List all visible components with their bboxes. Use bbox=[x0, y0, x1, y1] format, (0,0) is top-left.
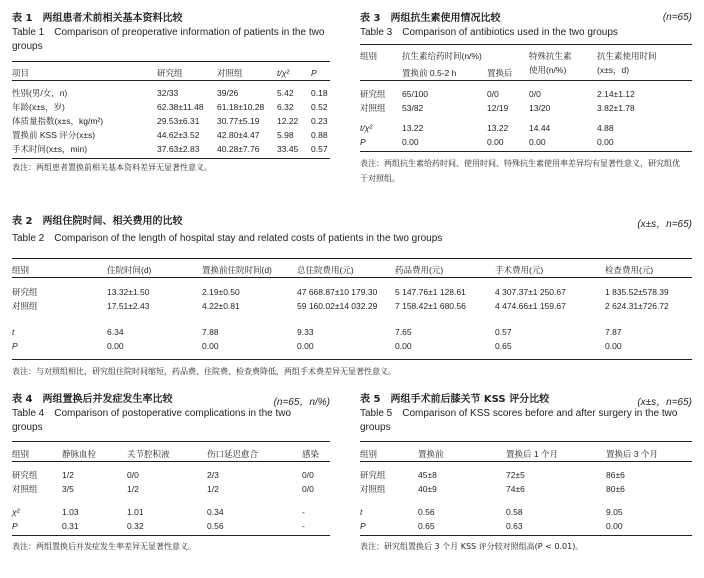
table-3-header-cell: 置换前 0.5-2 h bbox=[402, 68, 457, 78]
table-cell: 2 624.31±726.72 bbox=[605, 301, 669, 311]
table-cell: 0.34 bbox=[207, 507, 224, 517]
table-cell: 45±8 bbox=[418, 470, 437, 480]
table-2-caption: 表 2 两组住院时间、相关费用的比较 bbox=[12, 216, 183, 227]
table-1-english-caption: Table 1 Comparison of preoperative information of patients in the two groups bbox=[12, 27, 325, 52]
table-5 bbox=[360, 393, 692, 553]
table-cell: 0.00 bbox=[606, 521, 623, 531]
table-cell: 0.57 bbox=[495, 327, 512, 337]
table-cell: 0.63 bbox=[506, 521, 523, 531]
table-cell: 0.00 bbox=[395, 341, 412, 351]
table-cell: 5 147.76±1 128.61 bbox=[395, 287, 466, 297]
table-cell: 6.32 bbox=[277, 102, 294, 112]
table-3-subheader-row bbox=[360, 63, 692, 81]
table-cell: 7 158.42±1 680.56 bbox=[395, 301, 466, 311]
table-4-header-cell: 关节腔积液 bbox=[127, 449, 170, 459]
table-cell: 0.23 bbox=[311, 116, 328, 126]
table-cell: 对照组 bbox=[360, 484, 386, 494]
table-cell: 12/19 bbox=[487, 103, 509, 113]
table-cell: 0.58 bbox=[506, 507, 523, 517]
table-row bbox=[12, 81, 330, 101]
table-1 bbox=[12, 12, 330, 174]
table-row bbox=[360, 505, 692, 519]
table-1-caption: 表 1 两组患者术前相关基本资料比较 bbox=[12, 13, 183, 24]
table-cell: 0.00 bbox=[202, 341, 219, 351]
table-2-english-caption: Table 2 Comparison of the length of hospital stay and related costs of patients in the two groups bbox=[12, 233, 443, 244]
table-1-note: 表注：两组患者置换前相关基本资料差异无显著性意义。 bbox=[12, 163, 212, 172]
table-cell: 4.22±0.81 bbox=[202, 301, 240, 311]
table-row bbox=[360, 101, 692, 115]
table-2-header-cell: 手术费用(元) bbox=[495, 265, 544, 275]
table-1-header-cell: 项目 bbox=[12, 68, 30, 78]
table-cell: 7.88 bbox=[202, 327, 219, 337]
table-cell: 13.32±1.50 bbox=[107, 287, 150, 297]
table-cell: 0.65 bbox=[495, 341, 512, 351]
table-cell: t/χ² bbox=[360, 123, 373, 133]
table-cell: 5.98 bbox=[277, 130, 294, 140]
table-cell: 17.51±2.43 bbox=[107, 301, 150, 311]
table-cell: 74±6 bbox=[506, 484, 525, 494]
table-5-header-row bbox=[360, 442, 692, 462]
table-2-header-cell: 检查费用(元) bbox=[605, 265, 654, 275]
table-cell: 47 668.87±10 179.30 bbox=[297, 287, 378, 297]
table-row bbox=[12, 299, 692, 313]
table-cell: 0.57 bbox=[311, 144, 328, 154]
table-cell: 13.22 bbox=[402, 123, 424, 133]
table-cell: 0.00 bbox=[487, 137, 504, 147]
table-row bbox=[360, 135, 692, 152]
table-4-header-cell: 感染 bbox=[302, 449, 320, 459]
table-row bbox=[360, 482, 692, 496]
table-1-grid bbox=[12, 61, 330, 159]
table-cell: 33.45 bbox=[277, 144, 299, 154]
table-cell: 研究组 bbox=[360, 89, 386, 99]
table-cell: 4 307.37±1 250.67 bbox=[495, 287, 566, 297]
table-2 bbox=[12, 215, 692, 378]
table-cell: 53/82 bbox=[402, 103, 424, 113]
table-cell: 研究组 bbox=[360, 470, 386, 480]
table-4 bbox=[12, 393, 330, 553]
table-cell: 置换前 KSS 评分(x±s) bbox=[12, 130, 96, 140]
table-4-note: 表注：两组置换后并发症发生率差异无显著性意义。 bbox=[12, 542, 196, 551]
table-cell: P bbox=[12, 521, 18, 531]
table-3-caption: 表 3 两组抗生素使用情况比较 bbox=[360, 13, 501, 24]
table-row bbox=[360, 462, 692, 483]
table-cell: 0.00 bbox=[605, 341, 622, 351]
table-1-header-cell: P bbox=[311, 68, 317, 78]
table-cell: 62.38±11.48 bbox=[157, 102, 204, 112]
table-row bbox=[12, 278, 692, 300]
table-3 bbox=[360, 12, 692, 186]
table-cell: 0.00 bbox=[107, 341, 124, 351]
table-row bbox=[12, 339, 692, 360]
table-cell: 1/2 bbox=[62, 470, 74, 480]
table-cell: 性别(男/女，n) bbox=[12, 88, 68, 98]
table-5-header-cell: 置换后 3 个月 bbox=[606, 449, 658, 459]
table-cell: 42.80±4.47 bbox=[217, 130, 260, 140]
table-cell: 对照组 bbox=[360, 103, 386, 113]
table-cell: 0.32 bbox=[127, 521, 144, 531]
table-2-header-cell: 置换前住院时间(d) bbox=[202, 265, 272, 275]
table-row bbox=[12, 462, 330, 483]
table-cell: t bbox=[12, 327, 15, 337]
table-cell: 0.00 bbox=[402, 137, 419, 147]
table-cell: 44.62±3.52 bbox=[157, 130, 200, 140]
table-1-header-cell: t/χ² bbox=[277, 68, 290, 78]
table-3-header-cell bbox=[360, 63, 402, 81]
table-2-header-cell: 组别 bbox=[12, 265, 30, 275]
table-cell: - bbox=[302, 521, 305, 531]
table-cell: 2/3 bbox=[207, 470, 219, 480]
table-5-header-cell: 置换前 bbox=[418, 449, 444, 459]
table-cell: - bbox=[302, 507, 305, 517]
table-row bbox=[12, 114, 330, 128]
table-cell: P bbox=[360, 137, 366, 147]
table-1-header-cell: 研究组 bbox=[157, 68, 183, 78]
table-cell: χ² bbox=[12, 507, 20, 517]
table-cell: 0.56 bbox=[418, 507, 435, 517]
table-5-sample-size: (x±s，n=65) bbox=[637, 397, 692, 408]
table-row bbox=[12, 519, 330, 536]
table-4-header-row bbox=[12, 442, 330, 462]
table-row bbox=[360, 81, 692, 102]
table-cell: 0.56 bbox=[207, 521, 224, 531]
table-3-header-cell: (x±s，d) bbox=[597, 65, 630, 75]
table-cell: 4.88 bbox=[597, 123, 614, 133]
table-cell: 0.31 bbox=[62, 521, 79, 531]
table-4-header-cell: 静脉血栓 bbox=[62, 449, 97, 459]
table-cell: 研究组 bbox=[12, 287, 38, 297]
table-cell: 3.82±1.78 bbox=[597, 103, 635, 113]
table-3-header-cell: 抗生素给药时间(n/%) bbox=[402, 51, 482, 61]
table-cell: 0/0 bbox=[487, 89, 499, 99]
table-cell: 0/0 bbox=[302, 470, 314, 480]
table-3-header-cell: 抗生素使用时间 bbox=[597, 51, 657, 61]
table-row bbox=[12, 505, 330, 519]
table-3-note: 表注：两组抗生素给药时间、使用时间、特殊抗生素使用率差异均有显著性意义，研究组优于对照组。 bbox=[360, 159, 680, 183]
table-cell: 65/100 bbox=[402, 89, 428, 99]
table-4-header-cell: 伤口延迟愈合 bbox=[207, 449, 259, 459]
table-2-header-row bbox=[12, 259, 692, 278]
table-cell: 1/2 bbox=[207, 484, 219, 494]
table-row bbox=[360, 519, 692, 536]
table-4-sample-size: (n=65，n/%) bbox=[273, 397, 330, 408]
table-1-header-row bbox=[12, 62, 330, 81]
table-cell: 29.53±6.31 bbox=[157, 116, 200, 126]
table-cell: 0.65 bbox=[418, 521, 435, 531]
table-4-header-cell: 组别 bbox=[12, 449, 30, 459]
table-cell: 研究组 bbox=[12, 470, 38, 480]
table-cell: 4 474.66±1 159.67 bbox=[495, 301, 566, 311]
table-cell: 对照组 bbox=[12, 484, 38, 494]
table-cell: 30.77±5.19 bbox=[217, 116, 260, 126]
table-cell: P bbox=[360, 521, 366, 531]
table-5-english-caption: Table 5 Comparison of KSS scores before and after surgery in the two groups bbox=[360, 408, 678, 433]
table-5-note: 表注：研究组置换后 3 个月 KSS 评分较对照组高(P < 0.01)。 bbox=[360, 542, 584, 551]
table-cell: 32/33 bbox=[157, 88, 179, 98]
table-cell: 0/0 bbox=[127, 470, 139, 480]
table-cell: 0/0 bbox=[302, 484, 314, 494]
table-row bbox=[360, 121, 692, 135]
table-cell: 0.00 bbox=[597, 137, 614, 147]
table-3-sample-size: (n=65) bbox=[662, 12, 692, 23]
table-2-note: 表注：与对照组相比，研究组住院时间缩短，药品费、住院费、检查费降低，两组手术费差异无显著性意义。 bbox=[12, 367, 396, 376]
table-cell: 37.63±2.83 bbox=[157, 144, 200, 154]
table-cell: 0.00 bbox=[529, 137, 546, 147]
table-cell: 12.22 bbox=[277, 116, 299, 126]
table-cell: 体质量指数(x±s，kg/m²) bbox=[12, 116, 104, 126]
table-3-header-cell: 特殊抗生素 bbox=[529, 51, 572, 61]
table-cell: 0.52 bbox=[311, 102, 328, 112]
table-cell: 9.33 bbox=[297, 327, 314, 337]
table-3-header-cell: 使用(n/%) bbox=[529, 65, 567, 75]
table-cell: 对照组 bbox=[12, 301, 38, 311]
table-cell: 1/2 bbox=[127, 484, 139, 494]
table-cell: 59 160.02±14 032.29 bbox=[297, 301, 378, 311]
table-cell: 1 835.52±578.39 bbox=[605, 287, 669, 297]
table-2-sample-size: (x±s，n=65) bbox=[637, 219, 692, 230]
table-row bbox=[12, 100, 330, 114]
table-row bbox=[12, 128, 330, 142]
table-cell: 1.03 bbox=[62, 507, 79, 517]
table-row bbox=[12, 142, 330, 159]
table-5-caption: 表 5 两组手术前后膝关节 KSS 评分比较 bbox=[360, 394, 550, 405]
table-cell: 0.00 bbox=[297, 341, 314, 351]
table-cell: 1.01 bbox=[127, 507, 144, 517]
table-5-grid bbox=[360, 441, 692, 536]
table-cell: 年龄(x±s，岁) bbox=[12, 102, 65, 112]
table-2-header-cell: 住院时间(d) bbox=[107, 265, 152, 275]
table-2-header-cell: 总住院费用(元) bbox=[297, 265, 354, 275]
table-cell: 61.18±10.28 bbox=[217, 102, 265, 112]
table-cell: 40.28±7.76 bbox=[217, 144, 260, 154]
table-cell: 40±9 bbox=[418, 484, 437, 494]
table-3-english-caption: Table 3 Comparison of antibiotics used in the two groups bbox=[360, 27, 618, 38]
table-cell: 39/26 bbox=[217, 88, 239, 98]
table-4-grid bbox=[12, 441, 330, 536]
table-3-header-cell: 组别 bbox=[360, 51, 378, 61]
table-3-grid bbox=[360, 44, 692, 152]
table-cell: t bbox=[360, 507, 363, 517]
table-cell: 0.88 bbox=[311, 130, 328, 140]
table-cell: 6.34 bbox=[107, 327, 124, 337]
table-3-header-row bbox=[360, 45, 692, 64]
table-cell: 86±6 bbox=[606, 470, 625, 480]
table-cell: 0/0 bbox=[529, 89, 541, 99]
table-5-header-cell: 组别 bbox=[360, 449, 378, 459]
table-cell: 13.22 bbox=[487, 123, 509, 133]
table-cell: 7.65 bbox=[395, 327, 412, 337]
table-cell: 3/5 bbox=[62, 484, 74, 494]
table-1-header-cell: 对照组 bbox=[217, 68, 243, 78]
table-3-header-cell: 置换后 bbox=[487, 68, 513, 78]
table-cell: 7.87 bbox=[605, 327, 622, 337]
table-4-english-caption: Table 4 Comparison of postoperative complications in the two groups bbox=[12, 408, 292, 433]
table-cell: 0.18 bbox=[311, 88, 328, 98]
table-5-header-cell: 置换后 1 个月 bbox=[506, 449, 558, 459]
table-2-grid bbox=[12, 258, 692, 360]
table-cell: 13/20 bbox=[529, 103, 551, 113]
table-cell: 9.05 bbox=[606, 507, 623, 517]
table-cell: 72±5 bbox=[506, 470, 525, 480]
table-cell: P bbox=[12, 341, 18, 351]
table-cell: 80±6 bbox=[606, 484, 625, 494]
table-cell: 14.44 bbox=[529, 123, 551, 133]
table-4-caption: 表 4 两组置换后并发症发生率比较 bbox=[12, 394, 173, 405]
table-2-header-cell: 药品费用(元) bbox=[395, 265, 444, 275]
table-cell: 手术时间(x±s，min) bbox=[12, 144, 88, 154]
table-cell: 2.19±0.50 bbox=[202, 287, 240, 297]
table-cell: 5.42 bbox=[277, 88, 294, 98]
table-row bbox=[12, 482, 330, 496]
table-cell: 2.14±1.12 bbox=[597, 89, 635, 99]
table-row bbox=[12, 325, 692, 339]
